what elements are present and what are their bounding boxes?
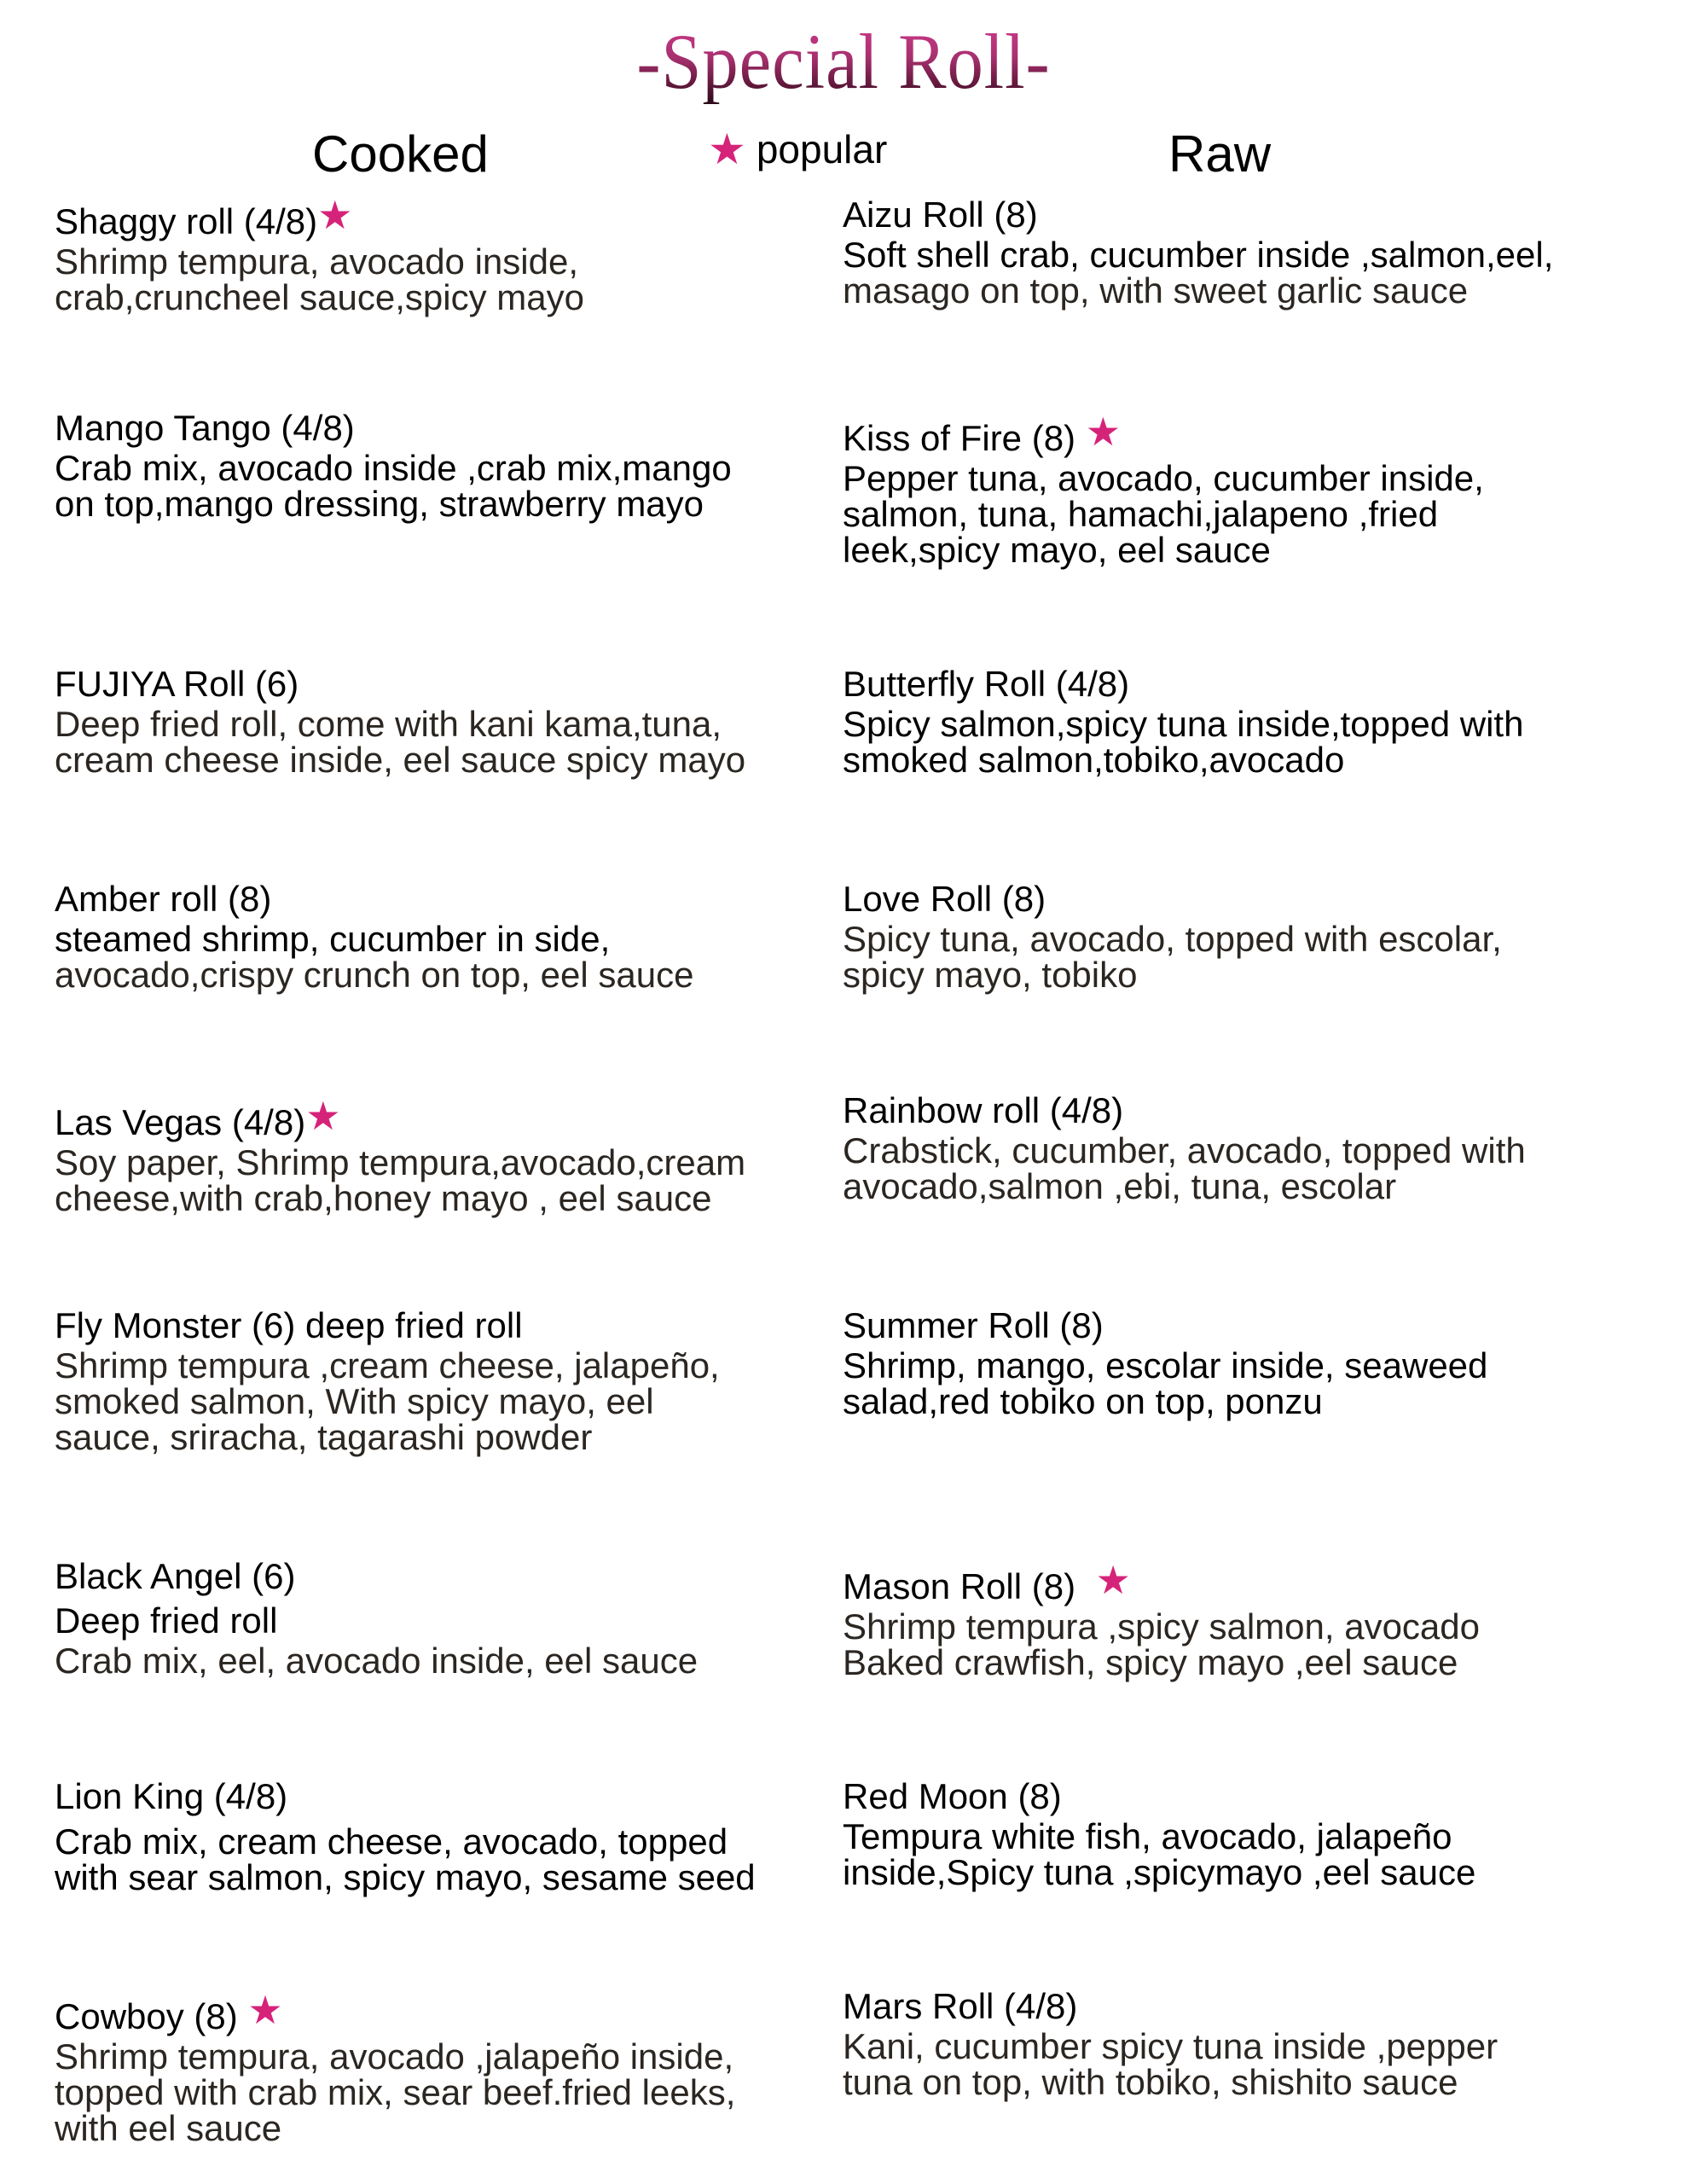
- menu-item-las-vegas: [55, 1094, 839, 1217]
- item-desc-line: salad,red tobiko on top, ponzu: [843, 1381, 1323, 1421]
- item-name: Fly Monster (6) deep fried roll: [55, 1305, 523, 1345]
- menu-item-shaggy-roll: [55, 193, 839, 316]
- item-desc-line: Soft shell crab, cucumber inside ,salmon,eel,: [843, 235, 1554, 275]
- item-desc-line: Crab mix, eel, avocado inside, eel sauce: [55, 1641, 699, 1681]
- item-desc-line: Crab mix, avocado inside ,crab mix,mango: [55, 448, 732, 488]
- item-name: Rainbow roll (4/8): [843, 1090, 1124, 1130]
- item-desc-line: cheese,with crab,honey mayo , eel sauce: [55, 1178, 712, 1218]
- item-desc-line: with eel sauce: [55, 2108, 282, 2148]
- item-desc-line: topped with crab mix, sear beef.fried leeks,: [55, 2072, 736, 2112]
- item-name: Butterfly Roll (4/8): [843, 664, 1130, 704]
- item-desc-line: avocado,salmon ,ebi, tuna, escolar: [843, 1166, 1397, 1206]
- item-desc-line: with sear salmon, spicy mayo, sesame seed: [55, 1857, 756, 1897]
- menu-item-fly-monster: [55, 1304, 839, 1455]
- popular-legend: [708, 126, 887, 172]
- item-desc-line: masago on top, with sweet garlic sauce: [843, 270, 1469, 311]
- item-desc-line: leek,spicy mayo, eel sauce: [843, 530, 1271, 570]
- star-icon: ★: [247, 1988, 283, 2032]
- item-name: Las Vegas (4/8): [55, 1102, 306, 1142]
- item-name: Lion King (4/8): [55, 1776, 288, 1816]
- menu-item-summer-roll: [843, 1304, 1627, 1420]
- column-header-raw: Raw: [1168, 125, 1272, 183]
- menu-item-fujiya-roll: [55, 662, 839, 778]
- item-desc-line: Shrimp tempura, avocado inside,: [55, 241, 578, 282]
- item-desc-line: smoked salmon, With spicy mayo, eel: [55, 1381, 654, 1421]
- item-desc-line: Kani, cucumber spicy tuna inside ,pepper: [843, 2026, 1499, 2066]
- item-desc-line: Spicy salmon,spicy tuna inside,topped with: [843, 704, 1524, 744]
- item-desc-line: spicy mayo, tobiko: [843, 955, 1138, 995]
- menu-item-lion-king: [55, 1774, 839, 1896]
- menu-item-kiss-of-fire: [843, 410, 1627, 568]
- menu-title: -Special Roll-: [67, 19, 1620, 104]
- menu-item-rainbow-roll: [843, 1089, 1627, 1205]
- menu-item-mason-roll: [843, 1558, 1627, 1681]
- item-desc-line: Shrimp tempura ,cream cheese, jalapeño,: [55, 1345, 720, 1385]
- item-desc-line: Crab mix, cream cheese, avocado, topped: [55, 1821, 728, 1862]
- column-header-cooked: Cooked: [312, 125, 489, 183]
- item-desc-line: Deep fried roll: [55, 1600, 278, 1641]
- item-desc-line: Shrimp, mango, escolar inside, seaweed: [843, 1345, 1488, 1385]
- menu-item-red-moon: [843, 1774, 1627, 1891]
- menu-item-cowboy: [55, 1988, 839, 2146]
- item-desc-line: Spicy tuna, avocado, topped with escolar,: [843, 919, 1502, 959]
- item-name: Shaggy roll (4/8): [55, 201, 318, 241]
- item-desc-line: salmon, tuna, hamachi,jalapeno ,fried: [843, 494, 1439, 534]
- item-name: Mars Roll (4/8): [843, 1986, 1078, 2026]
- item-name: FUJIYA Roll (6): [55, 664, 299, 704]
- star-icon: ★: [1095, 1558, 1131, 1602]
- item-name: Kiss of Fire (8): [843, 418, 1076, 458]
- item-desc-line: cream cheese inside, eel sauce spicy mayo: [55, 740, 746, 780]
- legend-label: popular: [756, 127, 888, 171]
- menu-item-mango-tango: [55, 406, 839, 522]
- item-name: Cowboy (8): [55, 1996, 238, 2036]
- item-desc-line: on top,mango dressing, strawberry mayo: [55, 484, 704, 524]
- item-desc-line: steamed shrimp, cucumber in side,: [55, 919, 611, 959]
- menu-item-black-angel: [55, 1554, 839, 1679]
- menu-item-mars-roll: [843, 1984, 1627, 2100]
- item-desc-line: avocado,crispy crunch on top, eel sauce: [55, 955, 694, 995]
- item-desc-line: crab,cruncheel sauce,spicy mayo: [55, 277, 584, 317]
- item-desc-line: Tempura white fish, avocado, jalapeño: [843, 1816, 1452, 1856]
- star-icon: ★: [305, 1094, 341, 1138]
- item-name: Mason Roll (8): [843, 1566, 1076, 1606]
- item-desc-line: tuna on top, with tobiko, shishito sauce: [843, 2062, 1458, 2102]
- star-icon: ★: [1085, 410, 1121, 454]
- item-desc-line: sauce, sriracha, tagarashi powder: [55, 1417, 593, 1457]
- menu-item-aizu-roll: [843, 193, 1627, 309]
- item-desc-line: Shrimp tempura ,spicy salmon, avocado: [843, 1606, 1480, 1647]
- item-desc-line: Crabstick, cucumber, avocado, topped with: [843, 1130, 1526, 1170]
- item-desc-line: Soy paper, Shrimp tempura,avocado,cream: [55, 1142, 746, 1182]
- item-name: Summer Roll (8): [843, 1305, 1104, 1345]
- menu-item-love-roll: [843, 877, 1627, 993]
- item-desc-line: smoked salmon,tobiko,avocado: [843, 740, 1345, 780]
- item-name: Love Roll (8): [843, 879, 1046, 919]
- item-name: Black Angel (6): [55, 1556, 296, 1596]
- item-desc-line: Pepper tuna, avocado, cucumber inside,: [843, 458, 1484, 498]
- item-name: Red Moon (8): [843, 1776, 1062, 1816]
- star-icon: ★: [317, 193, 353, 237]
- menu-item-amber-roll: [55, 877, 839, 993]
- item-desc-line: Baked crawfish, spicy mayo ,eel sauce: [843, 1642, 1458, 1682]
- item-name: Mango Tango (4/8): [55, 408, 355, 448]
- item-desc-line: Deep fried roll, come with kani kama,tuna,: [55, 704, 722, 744]
- item-name: Amber roll (8): [55, 879, 272, 919]
- menu-item-butterfly-roll: [843, 662, 1627, 778]
- item-desc-line: Shrimp tempura, avocado ,jalapeño inside,: [55, 2036, 734, 2077]
- item-name: Aizu Roll (8): [843, 195, 1038, 235]
- item-desc-line: inside,Spicy tuna ,spicymayo ,eel sauce: [843, 1852, 1476, 1892]
- star-icon: ★: [708, 125, 746, 173]
